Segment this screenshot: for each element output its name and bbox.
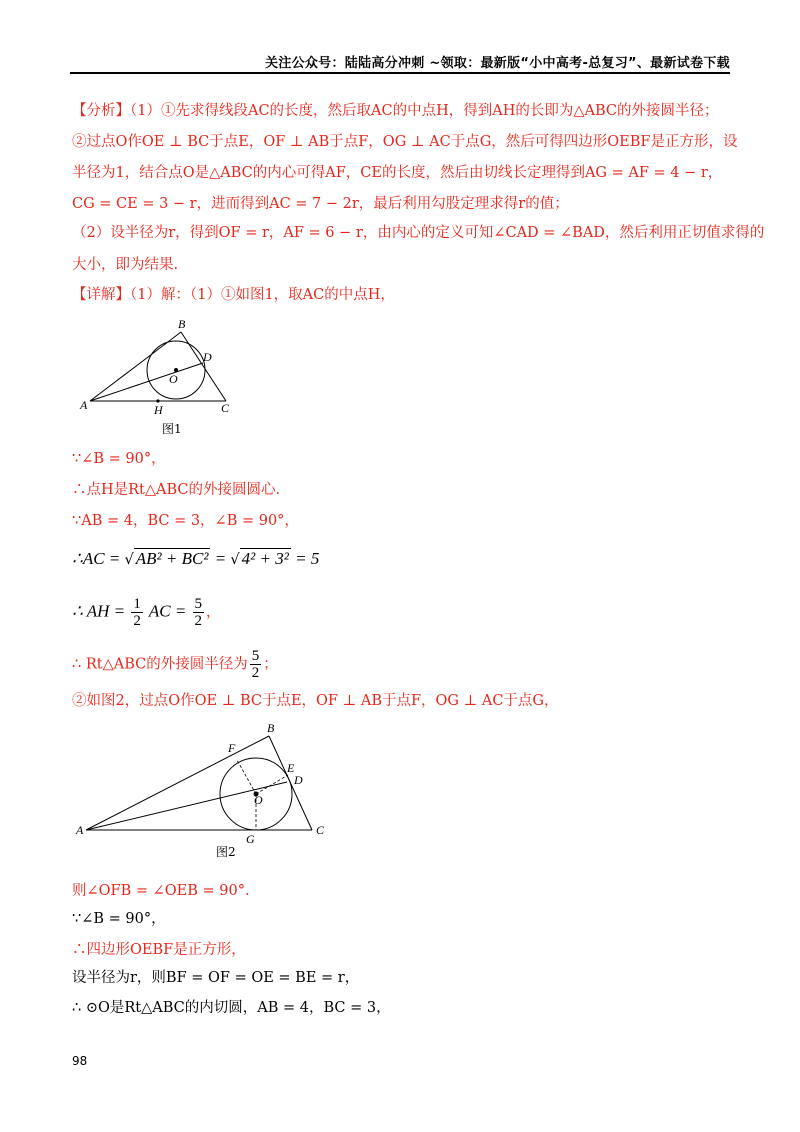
label-f: F: [228, 741, 236, 755]
page-number: 98: [72, 1054, 88, 1068]
step-perpendiculars: ②如图2，过点O作OE ⊥ BC于点E，OF ⊥ AB于点F，OG ⊥ AC于点G，: [72, 693, 559, 709]
figure-2-diagram: [74, 722, 344, 862]
step-right-angles: 则∠OFB = ∠OEB = 90°.: [72, 883, 250, 899]
label-h: H: [154, 403, 163, 417]
label-d: D: [294, 773, 303, 787]
ac-eq: =: [210, 549, 231, 568]
analysis-line-1: [72, 100, 719, 122]
step-ac-length: ∴AC = √ AB² + BC² = √ 4² + 3² = 5: [72, 549, 320, 568]
analysis-line-6: 大小，即为结果.: [72, 257, 179, 273]
step-square: ∴四边形OEBF是正方形，: [72, 942, 246, 958]
fraction-one-half: $\frac{1}{2}$: [133, 596, 141, 629]
radius-of: [237, 760, 256, 794]
detail-line: [72, 284, 395, 306]
analysis-line-4: CG = CE = 3 − r，进而得到AC = 7 − 2r，最后利用勾股定理求得r的值；: [72, 196, 569, 212]
ac-result: = 5: [290, 549, 320, 568]
label-d: D: [203, 350, 212, 364]
step-incircle: ∴ ⊙O是Rt△ABC的内切圆，AB = 4，BC = 3，: [72, 1000, 391, 1016]
ac-radicand-1: AB² + BC²: [135, 549, 209, 568]
step-circumradius: ∴ Rt△ABC的外接圆半径为 $\frac{5}{2}$ ；: [72, 648, 278, 681]
radius-oe: [256, 775, 288, 794]
step-given-values: ∵AB = 4，BC = 3，∠B = 90°，: [72, 513, 299, 529]
label-b: B: [178, 317, 186, 331]
analysis-tag: 【分析】: [72, 103, 130, 119]
header-rule: [70, 72, 730, 74]
label-o: O: [169, 372, 178, 386]
step-ah-length: ∴ AH = $\frac{1}{2}$ AC = $\frac{5}{2}$ ，: [72, 596, 221, 629]
detail-tag: 【详解】: [72, 287, 130, 303]
fraction-radius: $\frac{5}{2}$: [251, 648, 260, 681]
fraction-five-halves: $\frac{5}{2}$: [194, 596, 203, 629]
label-g: G: [246, 832, 255, 846]
label-b: B: [267, 722, 275, 735]
analysis-line-5: （2）设半径为r，得到OF = r，AF = 6 − r，由内心的定义可知∠CAD = ∠BAD，然后利用正切值求得的: [72, 225, 765, 241]
page-header: 关注公众号：陆陆高分冲刺 ~领取：最新版“小中高考-总复习”、最新试卷下载: [264, 56, 730, 71]
label-e: E: [287, 761, 295, 775]
analysis-line-2: ②过点O作OE ⊥ BC于点E，OF ⊥ AB于点F，OG ⊥ AC于点G，然后可得四边形OEBF是正方形，设: [72, 134, 738, 150]
segment-bc: [181, 332, 226, 401]
label-a: A: [80, 398, 88, 412]
figure-2-caption: 图2: [216, 845, 236, 859]
step-angle-b: ∵∠B = 90°，: [72, 451, 166, 467]
label-o: O: [254, 793, 263, 807]
label-c: C: [316, 823, 325, 837]
figure-1-diagram: [78, 316, 248, 441]
figure-1-caption: 图1: [162, 422, 182, 436]
label-a: A: [76, 823, 84, 837]
ah-mid: AC =: [144, 601, 191, 621]
step-circumcenter: ∴点H是Rt△ABC的外接圆圆心.: [72, 482, 281, 498]
label-c: C: [221, 401, 230, 415]
analysis-text-1: （1）①先求得线段AC的长度，然后取AC的中点H，得到AH的长即为△ABC的外接圆半径；: [130, 103, 719, 119]
ac-lhs: ∴AC =: [72, 549, 125, 568]
detail-text: （1）解：（1）①如图1，取AC的中点H，: [130, 287, 395, 303]
circumradius-text: ∴ Rt△ABC的外接圆半径为: [72, 656, 248, 673]
ac-radicand-2: 4² + 3²: [241, 549, 289, 568]
segment-ab: [86, 736, 269, 830]
ah-lhs: ∴ AH =: [72, 601, 130, 621]
analysis-line-3: 半径为1，结合点O是△ABC的内心可得AF，CE的长度，然后由切线长定理得到AG = AF = 4 − r，: [72, 165, 723, 181]
segment-ad: [90, 363, 203, 401]
step-angle-b-2: ∵∠B = 90°，: [72, 911, 166, 927]
step-radius-r: 设半径为r，则BF = OF = OE = BE = r，: [72, 970, 360, 986]
